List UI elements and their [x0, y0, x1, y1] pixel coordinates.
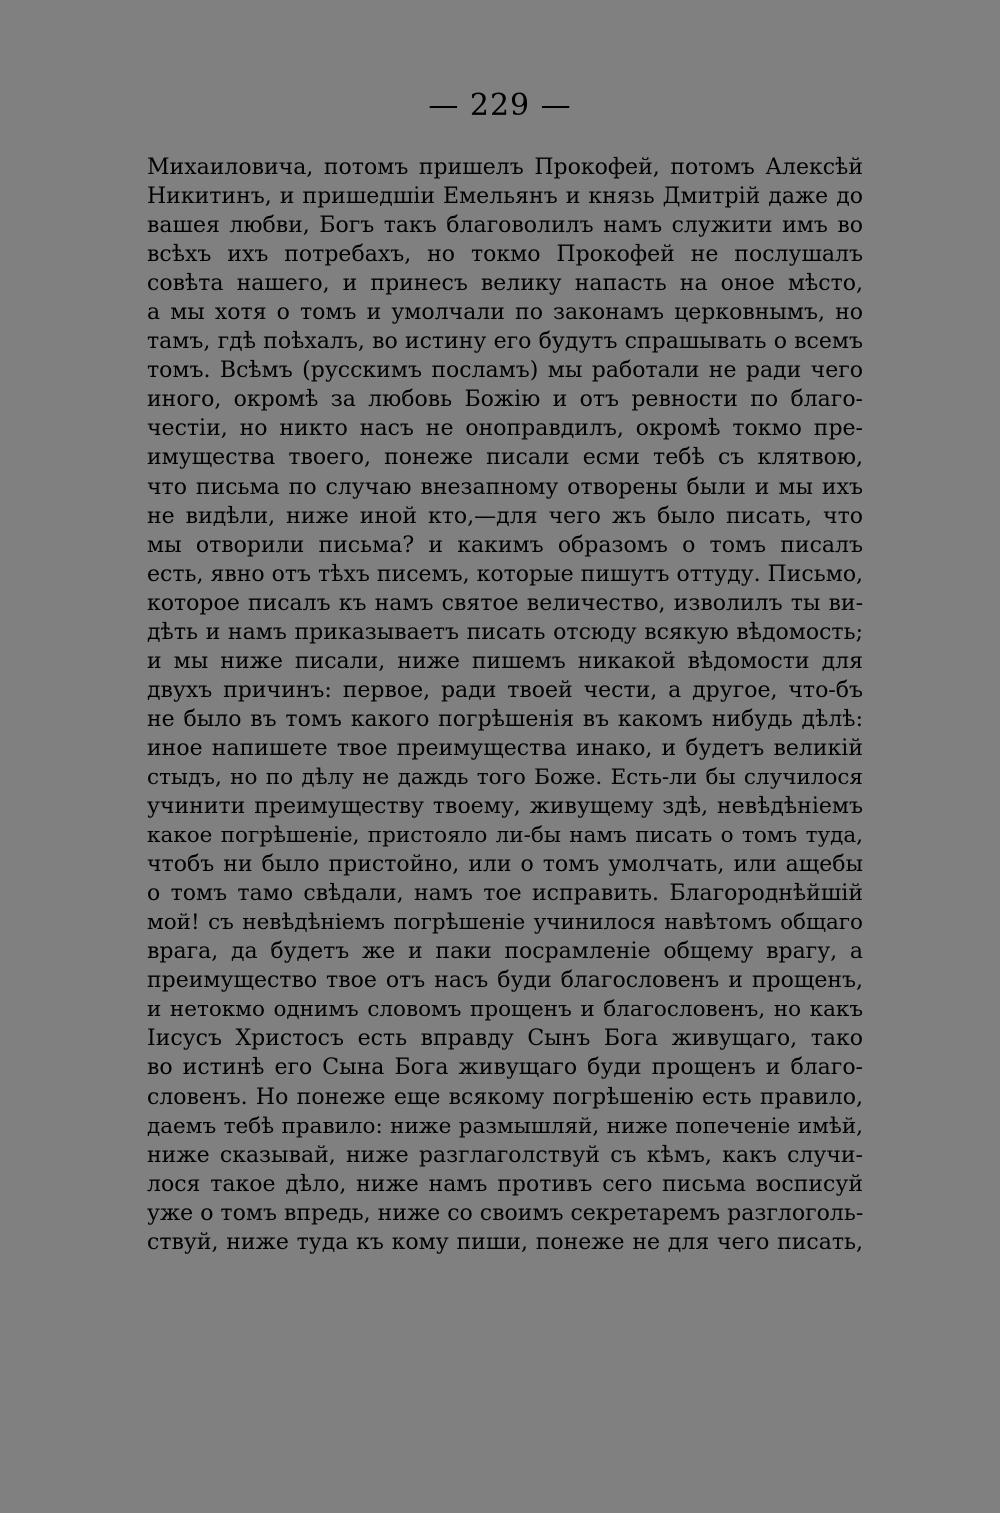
- text-line: а мы хотя о томъ и умолчали по законамъ церковнымъ, но: [147, 300, 863, 326]
- text-line: о томъ тамо свѣдали, намъ тое исправить. Благороднѣйшій: [147, 881, 863, 907]
- text-line: словенъ. Но понеже еще всякому погрѣшенію есть правило,: [147, 1084, 863, 1110]
- body-text: [147, 153, 863, 1257]
- text-line: мы отворили письма? и какимъ образомъ о томъ писалъ: [147, 532, 863, 558]
- text-line: иное напишете твое преимущества инако, и будетъ великій: [147, 735, 863, 761]
- text-line: что письма по случаю внезапному отворены были и мы ихъ: [147, 474, 863, 500]
- text-line: во истинѣ его Сына Бога живущаго буди прощенъ и благо-: [147, 1055, 863, 1081]
- text-line: двухъ причинъ: первое, ради твоей чести, а другое, что-бъ: [147, 677, 863, 703]
- text-line: стыдъ, но по дѣлу не даждь того Боже. Есть-ли бы случилося: [147, 764, 863, 790]
- text-line: и нетокмо однимъ словомъ прощенъ и благословенъ, но какъ: [147, 997, 863, 1023]
- text-line: иного, окромѣ за любовь Божію и отъ ревности по благо-: [147, 387, 863, 413]
- text-line: мой! съ невѣдѣніемъ погрѣшеніе учинилося навѣтомъ общаго: [147, 910, 863, 936]
- text-line: которое писалъ къ намъ святое величество, изволилъ ты ви-: [147, 590, 863, 616]
- text-line: врага, да будетъ же и паки посрамленіе общему врагу, а: [147, 939, 863, 965]
- text-line: не было въ томъ какого погрѣшенія въ какомъ нибудь дѣлѣ:: [147, 706, 863, 732]
- text-line: имущества твоего, понеже писали есми тебѣ съ клятвою,: [147, 445, 863, 471]
- text-line: какое погрѣшеніе, пристояло ли-бы намъ писать о томъ туда,: [147, 823, 863, 849]
- text-line: чтобъ ни было пристойно, или о томъ умолчать, или ащебы: [147, 852, 863, 878]
- text-line: ниже сказывай, ниже разглаголствуй съ кѣмъ, какъ случи-: [147, 1142, 863, 1168]
- text-line: не видѣли, ниже иной кто,—для чего жъ было писать, что: [147, 503, 863, 529]
- text-line: честіи, но никто насъ не оноправдилъ, окромѣ токмо пре-: [147, 416, 863, 442]
- page-number: — 229 —: [428, 88, 572, 123]
- text-line: есть, явно отъ тѣхъ писемъ, которые пишутъ оттуду. Письмо,: [147, 561, 864, 587]
- text-line: всѣхъ ихъ потребахъ, но токмо Прокофей не послушалъ: [147, 242, 863, 268]
- text-line: Іисусъ Христосъ есть вправду Сынъ Бога живущаго, тако: [147, 1026, 863, 1052]
- text-line: тамъ, гдѣ поѣхалъ, во истину его будутъ спрашывать о всемъ: [147, 329, 863, 355]
- text-line: даемъ тебѣ правило: ниже размышляй, ниже попеченіе имѣй,: [147, 1113, 863, 1139]
- text-line: преимущество твое отъ насъ буди благословенъ и прощенъ,: [147, 968, 863, 994]
- text-line: уже о томъ впредь, ниже со своимъ секретаремъ разглоголь-: [147, 1200, 864, 1226]
- text-line: томъ. Всѣмъ (русскимъ посламъ) мы работали не ради чего: [147, 358, 863, 384]
- text-line: совѣта нашего, и принесъ велику напасть на оное мѣсто,: [147, 271, 863, 297]
- text-line: учинити преимуществу твоему, живущему здѣ, невѣдѣніемъ: [147, 794, 863, 820]
- text-line: Михаиловича, потомъ пришелъ Прокофей, потомъ Алексѣй: [147, 155, 863, 180]
- text-line: ствуй, ниже туда къ кому пиши, понеже не для чего писать,: [147, 1229, 863, 1255]
- text-line: дѣть и намъ приказываетъ писать отсюду всякую вѣдомость;: [147, 619, 863, 645]
- text-line: вашея любви, Богъ такъ благоволилъ намъ служити имъ во: [147, 213, 863, 239]
- text-line: и мы ниже писали, ниже пишемъ никакой вѣдомости для: [147, 648, 863, 674]
- text-line: Никитинъ, и пришедшіи Емельянъ и князь Дмитрій даже до: [147, 184, 863, 210]
- text-line: лося такое дѣло, ниже намъ противъ сего письма восписуй: [147, 1171, 863, 1197]
